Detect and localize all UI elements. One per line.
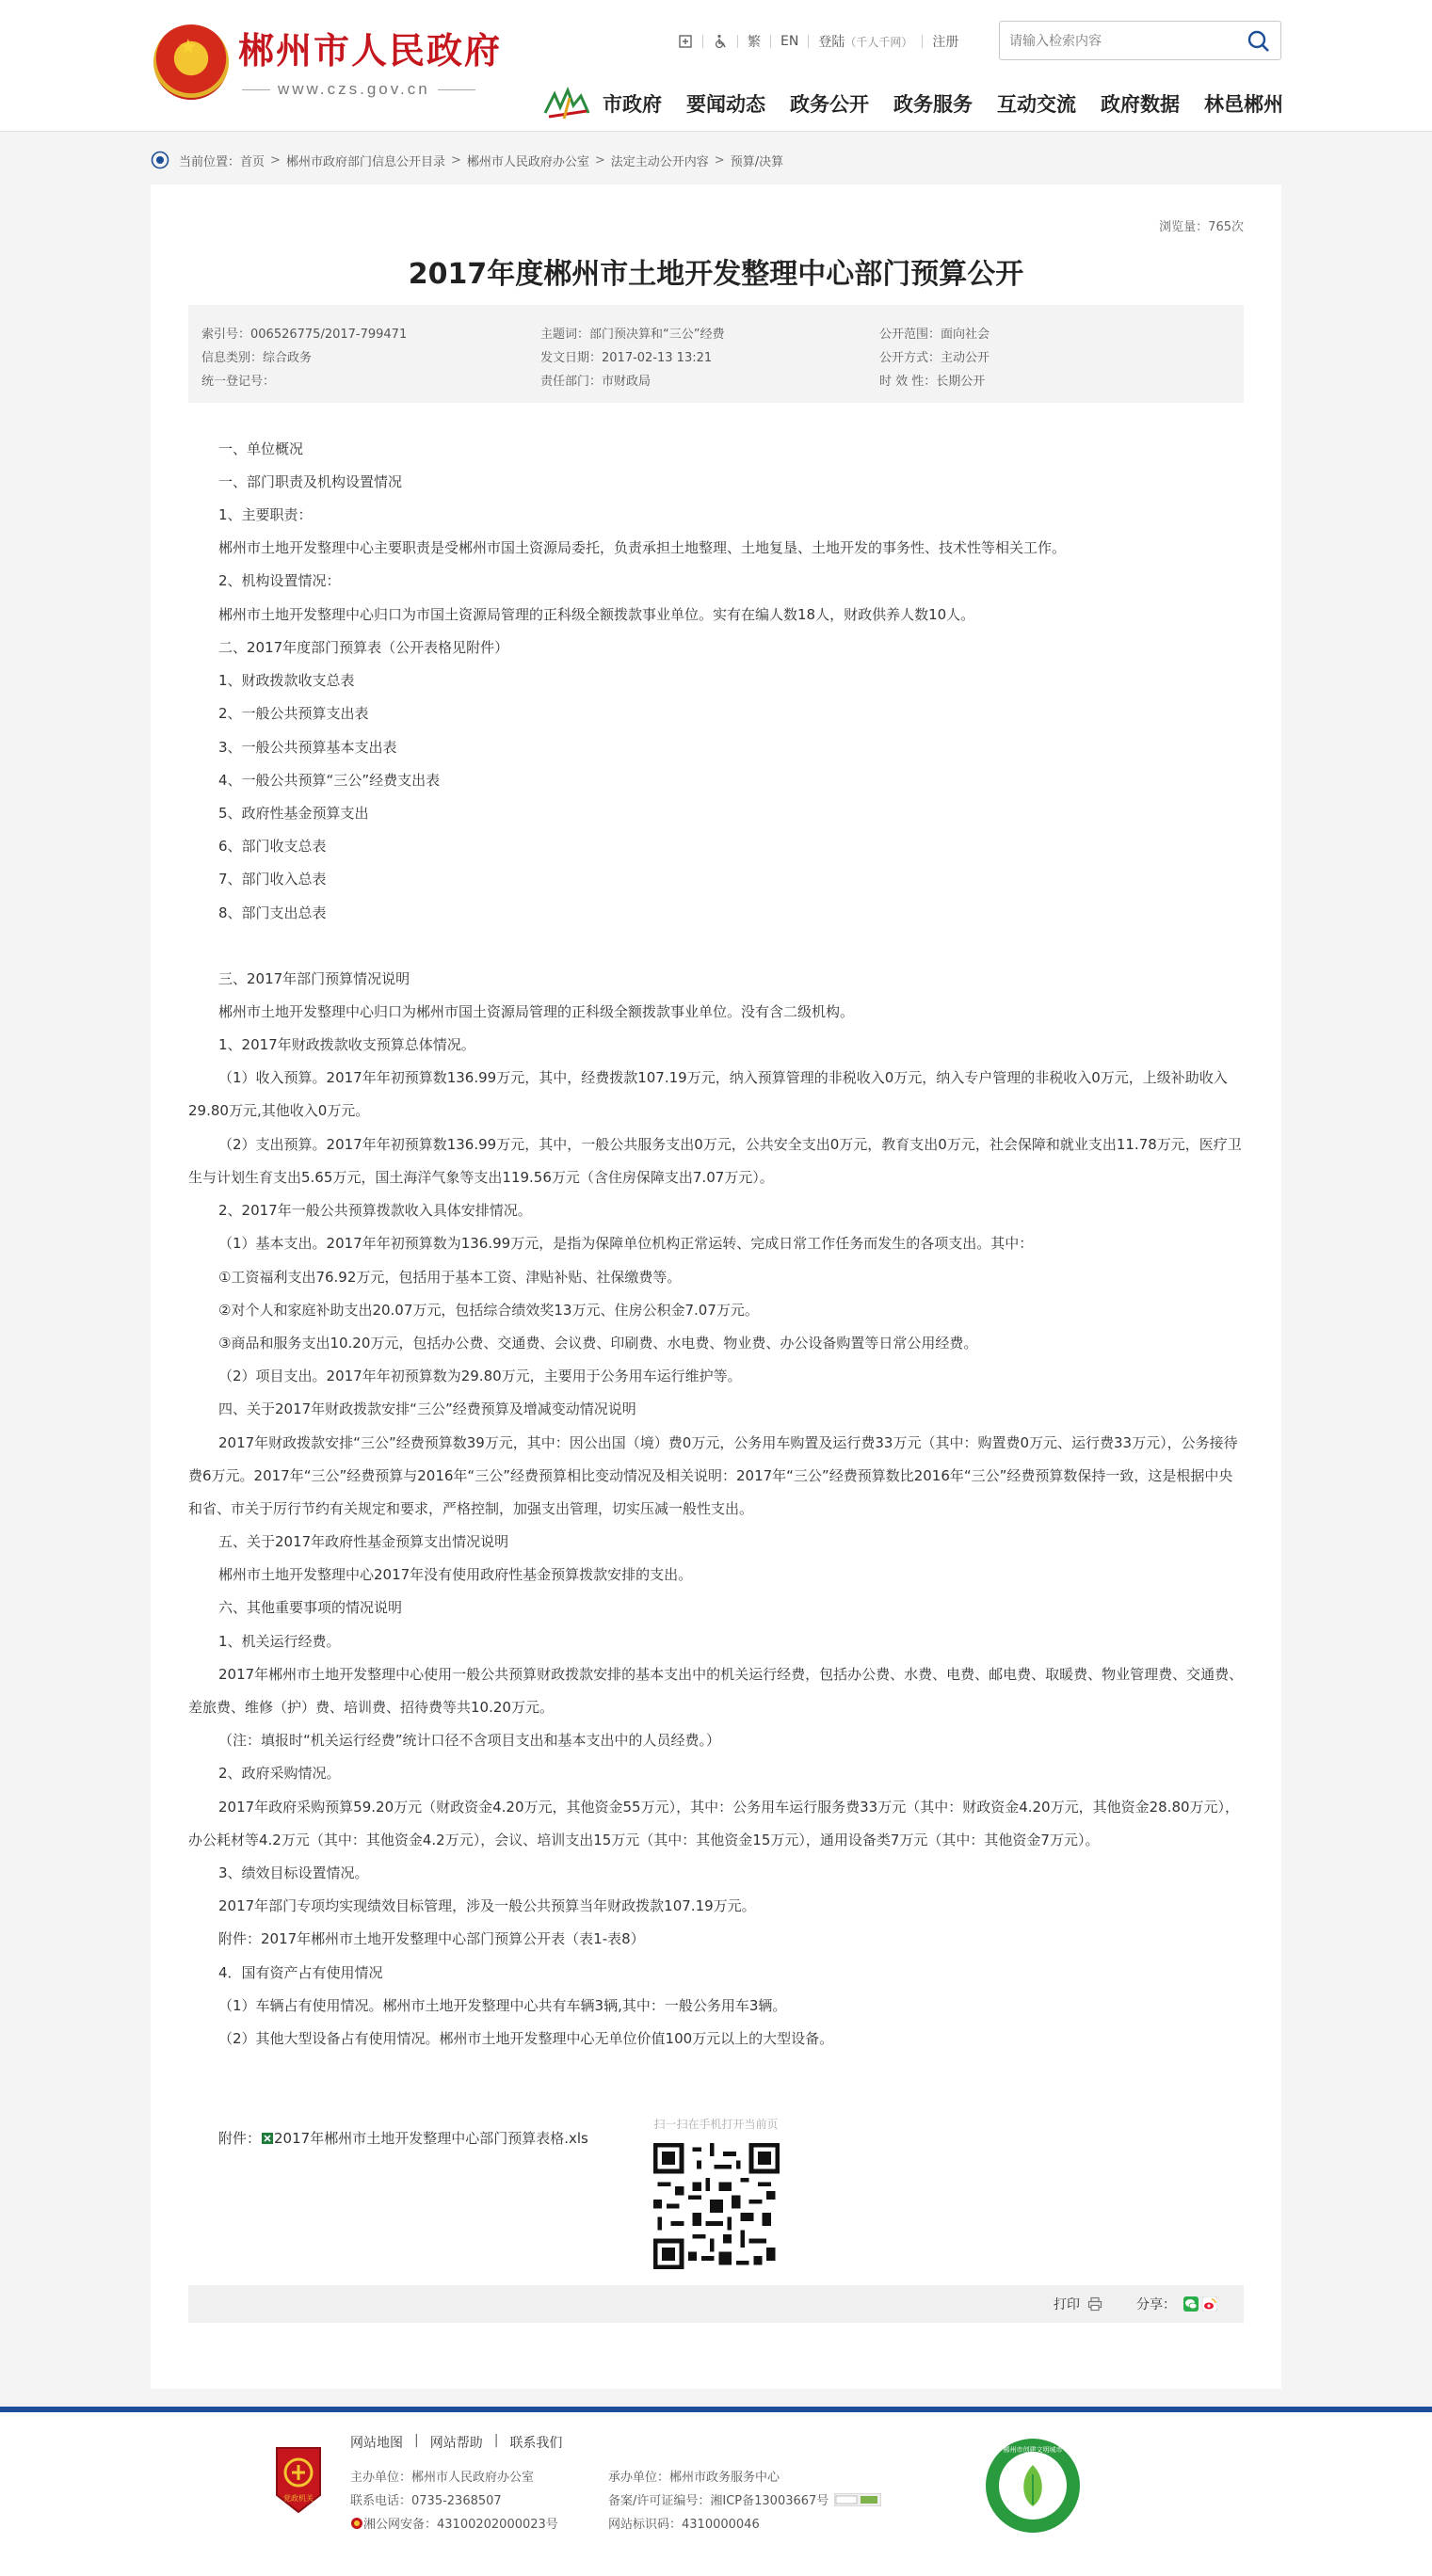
footer-police-row [350, 2514, 558, 2532]
print-button[interactable] [1054, 2295, 1102, 2313]
site-logo[interactable] [153, 24, 502, 104]
paragraph: ②对个人和家庭补助支出20.07万元，包括综合绩效奖13万元、住房公积金7.07万元。 [218, 1302, 759, 1319]
paragraph: 郴州市土地开发整理中心归口为市国土资源局管理的正科级全额拨款事业单位。实有在编人数18人，财政供养人数10人。 [218, 606, 975, 623]
forest-city-logo-icon [541, 85, 593, 122]
site-url: www.czs.gov.cn [238, 80, 502, 99]
national-emblem-icon: ★ [153, 24, 229, 104]
nav-item-government-data[interactable]: 政府数据 [1101, 93, 1180, 116]
paragraph: 1、2017年财政拨款收支预算总体情况。 [218, 1036, 475, 1053]
footer-link-help[interactable]: 网站帮助 [429, 2436, 483, 2451]
nav-item-interaction[interactable]: 互动交流 [997, 93, 1076, 116]
qr-area [151, 2116, 1281, 2273]
paragraph: 2017年政府采购预算59.20万元（财政资金4.20万元，其他资金55万元），其中：公务用车运行服务费33万元（其中：财政资金4.20万元，其他资金28.80万元），办公耗材等4.2万元（其中：其他资金4.2万元），会议、培训支出15万元（其中：其他资金15万元），通用设备类7万元（其中：其他资金7万元）。 [188, 1799, 1240, 1848]
breadcrumb-label: 当前位置： [179, 154, 241, 169]
page-title: 2017年度郴州市土地开发整理中心部门预算公开 [408, 258, 1024, 291]
location-icon [151, 151, 169, 169]
english-link[interactable]: EN [780, 34, 799, 49]
paragraph: （1）收入预算。2017年年初预算数136.99万元，其中，经费拨款107.19万元，纳入预算管理的非税收入0万元，纳入专户管理的非税收入0万元，上级补助收入29.80万元,其他收入0万元。 [188, 1069, 1228, 1119]
footer-organizer: 承办单位：郴州市政务服务中心 [608, 2471, 780, 2485]
nav-item-city-government[interactable]: 市政府 [603, 93, 662, 116]
paragraph: 三、2017年部门预算情况说明 [218, 970, 410, 987]
login-note: （千人千网） [845, 35, 913, 49]
civilized-city-badge-icon[interactable] [984, 2437, 1082, 2535]
nav-item-government-services[interactable]: 政务服务 [893, 93, 973, 116]
print-label: 打印 [1054, 2297, 1080, 2312]
breadcrumb-item-mandatory[interactable]: 法定主动公开内容 [610, 154, 709, 169]
attachment-label: 附件： [218, 2130, 262, 2147]
footer-link-sitemap[interactable]: 网站地图 [350, 2436, 403, 2451]
main-nav [541, 85, 1283, 122]
footer-icp-row [608, 2490, 881, 2508]
paragraph: 8、部门支出总表 [218, 904, 327, 921]
breadcrumb-item-office[interactable]: 郴州市人民政府办公室 [466, 154, 589, 169]
meta-category: 信息类别：综合政务 [201, 351, 313, 365]
paragraph: （2）项目支出。2017年年初预算数为29.80万元，主要用于公务用车运行维护等。 [218, 1368, 742, 1384]
meta-subject: 主题词：部门预决算和“三公”经费 [540, 328, 725, 342]
footer-phone: 联系电话：0735-2368507 [350, 2494, 502, 2508]
accessibility-page-icon[interactable] [678, 34, 693, 49]
site-header [0, 0, 1432, 132]
paragraph: 一、单位概况 [218, 440, 304, 457]
breadcrumb-item-budget[interactable]: 预算/决算 [730, 154, 784, 169]
meta-dept: 责任部门：市财政局 [540, 375, 652, 389]
paragraph: 2017年郴州市土地开发整理中心使用一般公共预算财政拨款安排的基本支出中的机关运行经费，包括办公费、水费、电费、邮电费、取暖费、物业管理费、交通费、差旅费、维修（护）费、培训费、招待费等共10.20万元。 [188, 1666, 1244, 1716]
paragraph: 4．国有资产占有使用情况 [218, 1964, 383, 1981]
paragraph: 二、2017年度部门预算表（公开表格见附件） [218, 639, 509, 656]
top-links [678, 32, 958, 51]
search-icon[interactable] [1247, 29, 1271, 54]
paragraph: 郴州市土地开发整理中心2017年没有使用政府性基金预算拨款安排的支出。 [218, 1566, 693, 1583]
paragraph: 郴州市土地开发整理中心归口为郴州市国土资源局管理的正科级全额拨款事业单位。没有含二级机构。 [218, 1003, 855, 1020]
search-input[interactable] [1000, 22, 1226, 59]
badge1-text: 党政机关 [283, 2494, 314, 2503]
share-group [1136, 2295, 1217, 2313]
paragraph: 2、机构设置情况： [218, 572, 341, 589]
paragraph: 2、2017年一般公共预算拨款收入具体安排情况。 [218, 1202, 532, 1219]
wechat-icon[interactable] [1183, 2296, 1199, 2312]
article-container [151, 184, 1281, 2389]
meta-index-no: 索引号：006526775/2017-799471 [201, 328, 408, 342]
paragraph: ③商品和服务支出10.20万元，包括办公费、交通费、会议费、印刷费、水电费、物业费、办公设备购置等日常公用经费。 [218, 1335, 978, 1352]
paragraph: （注：填报时“机关运行经费”统计口径不含项目支出和基本支出中的人员经费。） [218, 1732, 721, 1749]
badge2-text: 郴州市创建文明城市 [1003, 2446, 1063, 2454]
paragraph: 四、关于2017年财政拨款安排“三公”经费预算及增减变动情况说明 [218, 1400, 636, 1417]
paragraph: 附件：2017年郴州市土地开发整理中心部门预算公开表（表1-表8） [218, 1930, 645, 1947]
footer-host: 主办单位：郴州市人民政府办公室 [350, 2471, 535, 2485]
footer-icp[interactable]: 备案/许可证编号：湘ICP备13003667号 [608, 2494, 829, 2508]
weibo-icon[interactable] [1202, 2296, 1217, 2312]
paragraph: 5、政府性基金预算支出 [218, 805, 369, 822]
traditional-chinese-link[interactable]: 繁 [748, 35, 761, 50]
paragraph: （2）其他大型设备占有使用情况。郴州市土地开发整理中心无单位价值100万元以上的大型设备。 [218, 2030, 834, 2047]
share-label: 分享： [1136, 2297, 1176, 2312]
paragraph: 1、主要职责： [218, 506, 313, 523]
breadcrumb-item-catalog[interactable]: 郴州市政府部门信息公开目录 [285, 154, 445, 169]
breadcrumb-item-home[interactable]: 首页 [240, 154, 265, 169]
paragraph: 1、财政拨款收支总表 [218, 672, 355, 689]
search-box [999, 21, 1281, 60]
breadcrumb: 当前位置： 首页 > 郴州市政府部门信息公开目录 > 郴州市人民政府办公室 > 法定主动公开内容 > 预算/决算 [151, 151, 783, 169]
paragraph: 2、政府采购情况。 [218, 1765, 341, 1782]
paragraph: 五、关于2017年政府性基金预算支出情况说明 [218, 1533, 509, 1550]
cnzz-stats-icon[interactable] [834, 2493, 881, 2506]
paragraph: 郴州市土地开发整理中心主要职责是受郴州市国土资源局委托，负责承担土地整理、土地复垦、土地开发的事务性、技术性等相关工作。 [218, 539, 1067, 556]
meta-scope: 公开范围：面向社会 [879, 328, 990, 342]
footer-links: 网站地图 | 网站帮助 | 联系我们 [350, 2433, 563, 2451]
nav-item-government-affairs[interactable]: 政务公开 [790, 93, 869, 116]
nav-item-news[interactable]: 要闻动态 [686, 93, 765, 116]
paragraph: 3、绩效目标设置情况。 [218, 1864, 369, 1881]
meta-date: 发文日期：2017-02-13 13:21 [540, 351, 713, 365]
qr-code-icon [653, 2143, 780, 2269]
attachment-link[interactable]: 2017年郴州市土地开发整理中心部门预算表格.xls [274, 2130, 588, 2147]
paragraph: 2017年部门专项均实现绩效目标管理，涉及一般公共预算当年财政拨款107.19万元。 [218, 1897, 756, 1914]
view-count: 浏览量：765次 [1159, 220, 1244, 234]
footer-site-id: 网站标识码：4310000046 [608, 2518, 760, 2532]
police-badge-icon [350, 2517, 363, 2530]
paragraph: 2017年财政拨款安排“三公”经费预算数39万元，其中：因公出国（境）费0万元，公务用车购置及运行费33万元（其中：购置费0万元、运行费33万元），公务接待费6万元。2017年“三公”经费预算与2016年“三公”经费预算相比变动情况及相关说明：2017年“三公”经费预算数比2016年“三公”经费预算数保持一致，这是根据中央和省、市关于厉行节约有关规定和要求，严格控制，加强支出管理，切实压减一般性支出。 [188, 1434, 1238, 1517]
paragraph: 6、部门收支总表 [218, 838, 327, 855]
footer-link-contact[interactable]: 联系我们 [509, 2436, 563, 2451]
meta-reg-no: 统一登记号： [201, 375, 276, 389]
paragraph: （1）基本支出。2017年年初预算数为136.99万元，是指为保障单位机构正常运转、完成日常工作任务而发生的各项支出。其中： [218, 1235, 1034, 1252]
qr-label: 扫一扫在手机打开当前页 [653, 2118, 779, 2131]
wheelchair-icon[interactable] [713, 34, 728, 49]
paragraph: 一、部门职责及机构设置情况 [218, 473, 403, 490]
meta-method: 公开方式：主动公开 [879, 351, 990, 365]
footer-police[interactable]: 湘公网安备：43100202000023号 [363, 2518, 558, 2532]
login-link[interactable]: 登陆 [818, 35, 845, 50]
printer-icon [1087, 2296, 1102, 2312]
paragraph: 4、一般公共预算“三公”经费支出表 [218, 772, 441, 789]
paragraph: 3、一般公共预算基本支出表 [218, 739, 397, 756]
site-footer [0, 2412, 1432, 2576]
paragraph: 六、其他重要事项的情况说明 [218, 1599, 403, 1616]
paragraph: （1）车辆占有使用情况。郴州市土地开发整理中心共有车辆3辆,其中：一般公务用车3辆。 [218, 1997, 787, 2014]
site-name: 郴州市人民政府 [238, 32, 503, 72]
article-meta [188, 305, 1244, 403]
paragraph: （2）支出预算。2017年年初预算数136.99万元，其中，一般公共服务支出0万元，公共安全支出0万元，教育支出0万元，社会保障和就业支出11.78万元，医疗卫生与计划生育支出5.65万元，国土海洋气象等支出119.56万元（含住房保障支出7.07万元）。 [188, 1136, 1242, 1186]
register-link[interactable]: 注册 [932, 35, 959, 50]
nav-item-linyi-chenzhou[interactable]: 林邑郴州 [1204, 93, 1283, 116]
paragraph: ①工资福利支出76.92万元，包括用于基本工资、津贴补贴、社保缴费等。 [218, 1269, 682, 1286]
party-government-badge-icon[interactable] [273, 2446, 324, 2514]
paragraph: 2、一般公共预算支出表 [218, 705, 369, 722]
paragraph: 7、部门收入总表 [218, 871, 327, 888]
share-bar [188, 2285, 1244, 2323]
paragraph: 1、机关运行经费。 [218, 1633, 341, 1650]
meta-validity: 时 效 性：长期公开 [879, 375, 986, 389]
